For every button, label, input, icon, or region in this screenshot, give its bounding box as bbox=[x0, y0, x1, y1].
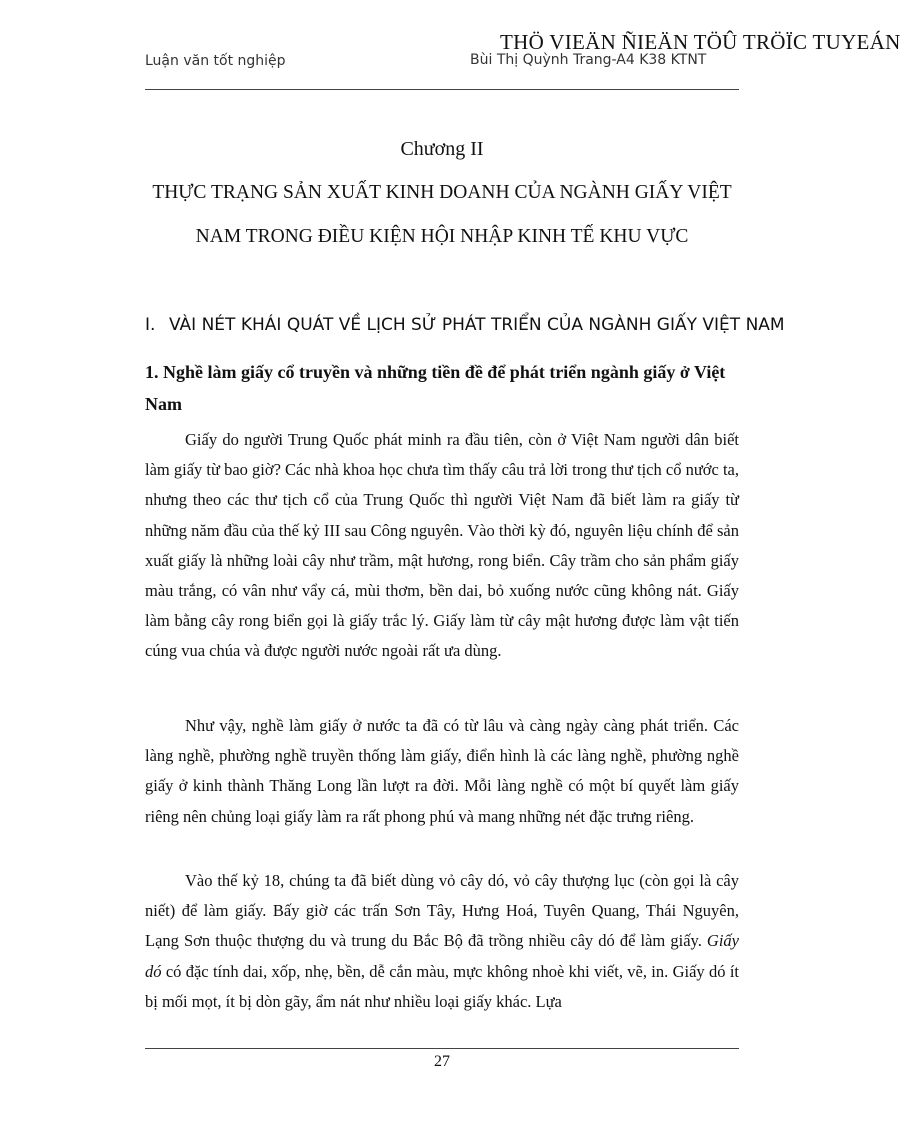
body-text-3 bbox=[145, 866, 739, 1017]
paragraph-3 bbox=[145, 866, 739, 1017]
footer-rule bbox=[145, 1048, 739, 1049]
chapter-title-line-2: NAM TRONG ĐIỀU KIỆN HỘI NHẬP KINH TẾ KHU VỰC bbox=[195, 226, 689, 247]
header-rule bbox=[145, 89, 739, 90]
paragraph-3-part-1: Vào thế kỷ 18, chúng ta đã biết dùng vỏ cây dó, vỏ cây thượng lục (còn gọi là cây niết) để làm giấy. Bấy giờ các trấn Sơn Tây, Hưng Hoá, Tuyên Quang, Thái Nguyên, Lạng Sơn thuộc thượng du và trung du Bắc Bộ đã trồng nhiều cây dó để làm giấy. bbox=[145, 871, 739, 951]
body-text-2 bbox=[145, 711, 739, 832]
body-text bbox=[145, 425, 739, 667]
library-watermark: THÖ VIEÄN ÑIEÄN TÖÛ TRÖÏC TUYEÁN bbox=[500, 30, 901, 54]
header-author: Bùi Thị Quỳnh Trang-A4 K38 KTNT bbox=[470, 52, 707, 68]
header-thesis-label: Luận văn tốt nghiệp bbox=[145, 53, 286, 69]
paragraph-2: Như vậy, nghề làm giấy ở nước ta đã có từ lâu và càng ngày càng phát triển. Các làng nghề, phường nghề truyền thống làm giấy, điển hình là các làng nghề, phường nghề giấy ở kinh thành Thăng Long lần lượt ra đời. Mỗi làng nghề có một bí quyết làm giấy riêng nên chủng loại giấy làm ra rất phong phú và mang những nét đặc trưng riêng. bbox=[145, 716, 739, 826]
section-heading bbox=[145, 315, 785, 335]
paragraph-1: Giấy do người Trung Quốc phát minh ra đầu tiên, còn ở Việt Nam người dân biết làm giấy từ bao giờ? Các nhà khoa học chưa tìm thấy câu trả lời trong thư tịch cổ nước ta, nhưng theo các thư tịch cổ của Trung Quốc thì người Việt Nam đã biết làm ra giấy từ những năm đầu của thế kỷ III sau Công nguyên. Vào thời kỳ đó, nguyên liệu chính để sản xuất giấy là những loài cây như trầm, mật hương, rong biển. Cây trầm cho sản phẩm giấy màu trắng, có vân như vẩy cá, mùi thơm, bền dai, bỏ xuống nước cũng không nát. Giấy làm bằng cây rong biển gọi là giấy trắc lý. Giấy làm từ cây mật hương được làm vật tiến cúng vua chúa và được người nước ngoài rất ưa dùng. bbox=[145, 430, 739, 661]
subsection-heading: 1. Nghề làm giấy cổ truyền và những tiền đề để phát triển ngành giấy ở Việt Nam bbox=[145, 362, 726, 414]
section-number: I. bbox=[145, 315, 156, 335]
section-title: VÀI NÉT KHÁI QUÁT VỀ LỊCH SỬ PHÁT TRIỂN CỦA NGÀNH GIẤY VIỆT NAM bbox=[169, 315, 785, 335]
paragraph-3-italic: Giấy dó bbox=[145, 931, 739, 981]
chapter-title-line-1: THỰC TRẠNG SẢN XUẤT KINH DOANH CỦA NGÀNH GIẤY VIỆT bbox=[152, 182, 732, 203]
paragraph-3-part-2: có đặc tính dai, xốp, nhẹ, bền, dễ cắn màu, mực không nhoè khi viết, vẽ, in. Giấy dó ít bị mối mọt, ít bị dòn gãy, ẩm nát như nhiều loại giấy khác. Lựa bbox=[145, 961, 739, 1011]
page-number: 27 bbox=[434, 1053, 450, 1070]
chapter-label: Chương II bbox=[400, 138, 484, 160]
